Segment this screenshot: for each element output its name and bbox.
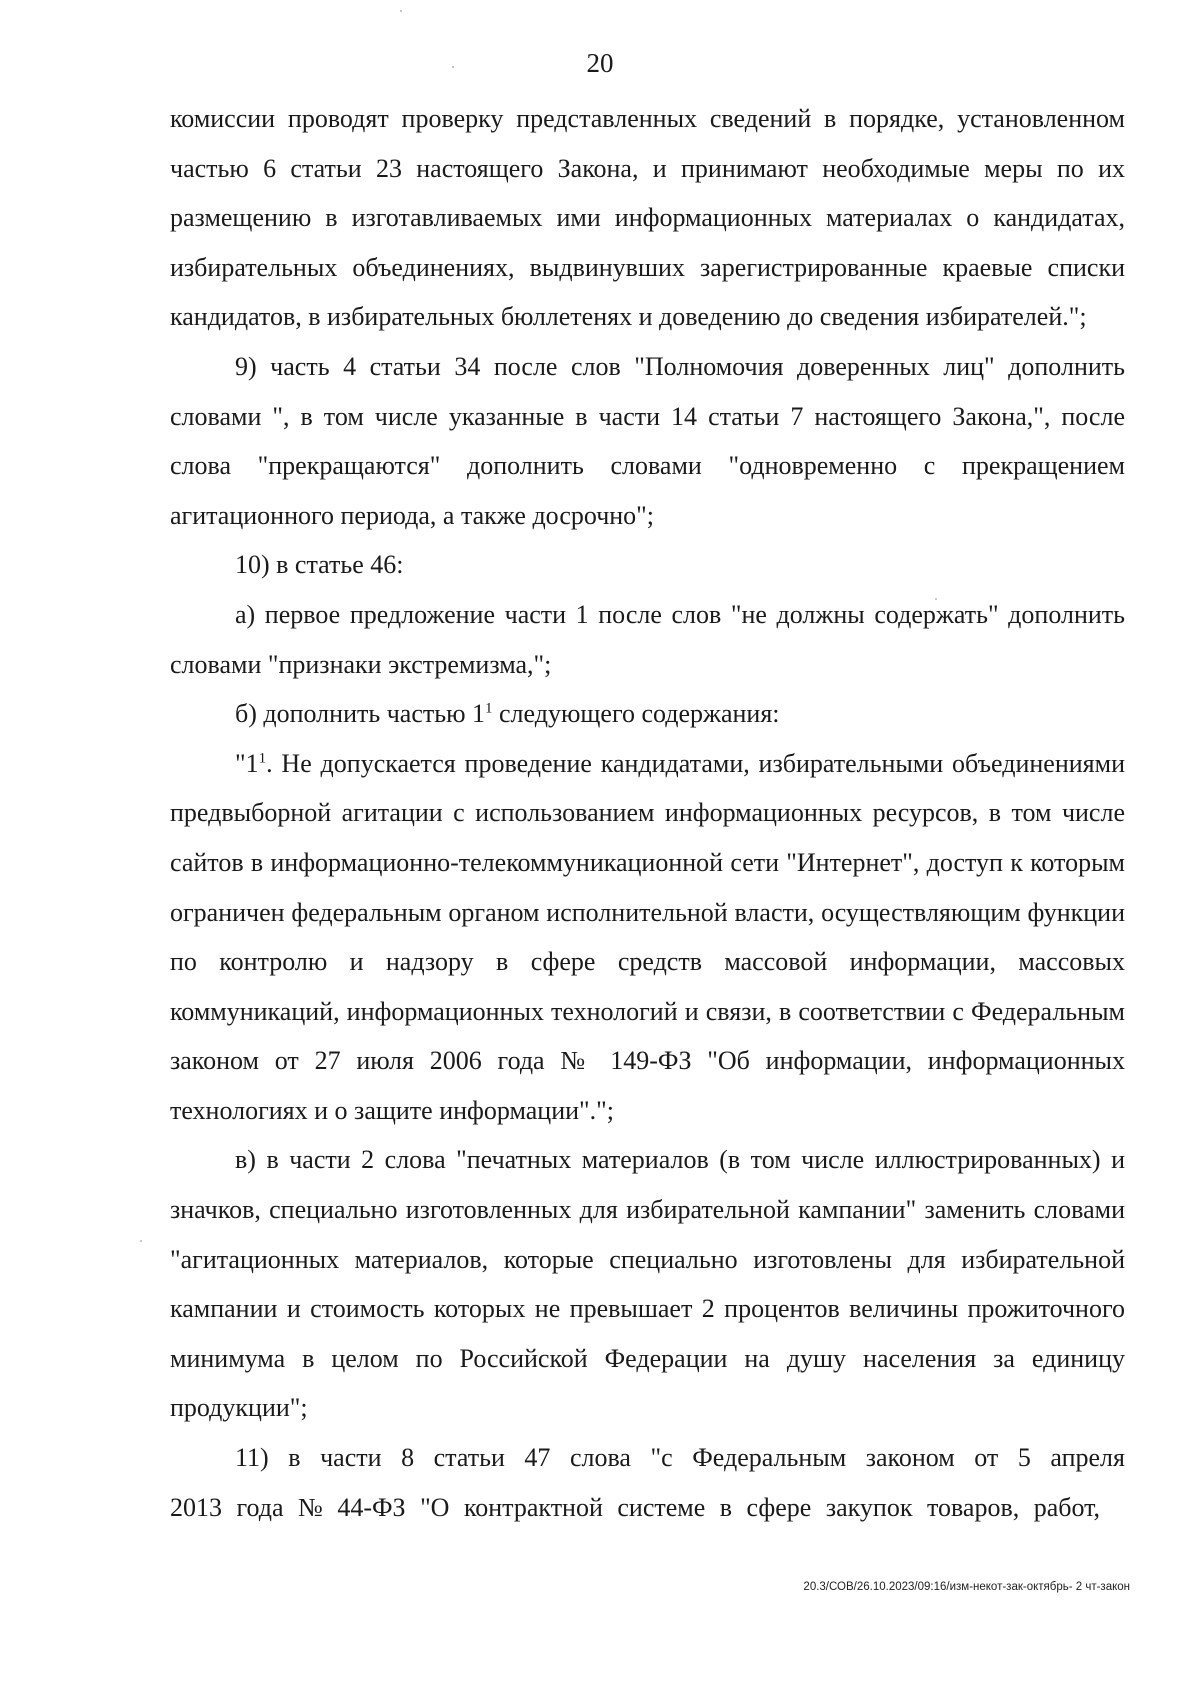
paragraph-item-10b-rest: следующего содержания:: [492, 699, 780, 729]
scan-speck: [452, 66, 454, 68]
paragraph-commission-check: комиссии проводят проверку представленных сведений в порядке, установленном частью 6 статьи 23 настоящего Закона, и принимают необходимые меры по их размещению в изготавливаемых ими информационных материалах о кандидатах, избирательных объединениях, выдвинувших зарегистрированные краевые списки кандидатов, в избирательных бюллетенях и доведению до сведения избирателей.";: [170, 104, 1125, 332]
paragraph-item-10b: [170, 689, 1125, 739]
paragraph-item-10a: а) первое предложение части 1 после слов "не должны содержать" дополнить словами "признаки экстремизма,";: [170, 599, 1125, 679]
part-1-1-lead: "1: [235, 748, 259, 778]
paragraph-part-1-1-text: [170, 739, 1125, 1136]
part-1-1-body: . Не допускается проведение кандидатами, избирательными объединениями предвыборной агитации с использованием информационных ресурсов, в том числе сайтов в информационно-телекоммуникационной сети "Интернет", доступ к которым ограничен федеральным органом исполнительной власти, осуществляющим функции по контролю и надзору в сфере средств массовой информации, массовых коммуникаций, информационных технологий и связи, в соответствии с Федеральным законом от 27 июля 2006 года № 149-ФЗ "Об информации, информационных технологиях и о защите информации".";: [170, 748, 1125, 1125]
paragraph-item-11: 11) в части 8 статьи 47 слова "с Федеральным законом от 5 апреля 2013 года № 44-ФЗ "О контрактной системе в сфере закупок товаров, работ,: [170, 1443, 1125, 1522]
paragraph-item-10v: в) в части 2 слова "печатных материалов (в том числе иллюстрированных) и значков, специально изготовленных для избирательной кампании" заменить словами "агитационных материалов, которые специально изготовлены для избирательной кампании и стоимость которых не превышает 2 процентов величины прожиточного минимума в целом по Российской Федерации на душу населения за единицу продукции";: [170, 1145, 1125, 1423]
paragraph-item-10b-text: б) дополнить частью 1: [235, 699, 486, 729]
scan-speck: [935, 598, 937, 600]
document-body: [170, 94, 1125, 1532]
paragraph-item-10: 10) в статье 46:: [235, 550, 404, 580]
scan-speck: [400, 10, 402, 12]
page-number: 20: [586, 48, 614, 78]
superscript-part-index: 1: [485, 700, 493, 717]
scan-speck: [140, 1240, 142, 1242]
superscript-part-number: 1: [258, 750, 267, 767]
document-code-footer: 20.3/СОВ/26.10.2023/09:16/изм-некот-зак-октябрь- 2 чт-закон: [803, 1581, 1130, 1593]
paragraph-item-9: 9) часть 4 статьи 34 после слов "Полномочия доверенных лиц" дополнить словами ", в том числе указанные в части 14 статьи 7 настоящего Закона,", после слова "прекращаются" дополнить словами "одновременно с прекращением агитационного периода, а также досрочно";: [170, 351, 1125, 530]
